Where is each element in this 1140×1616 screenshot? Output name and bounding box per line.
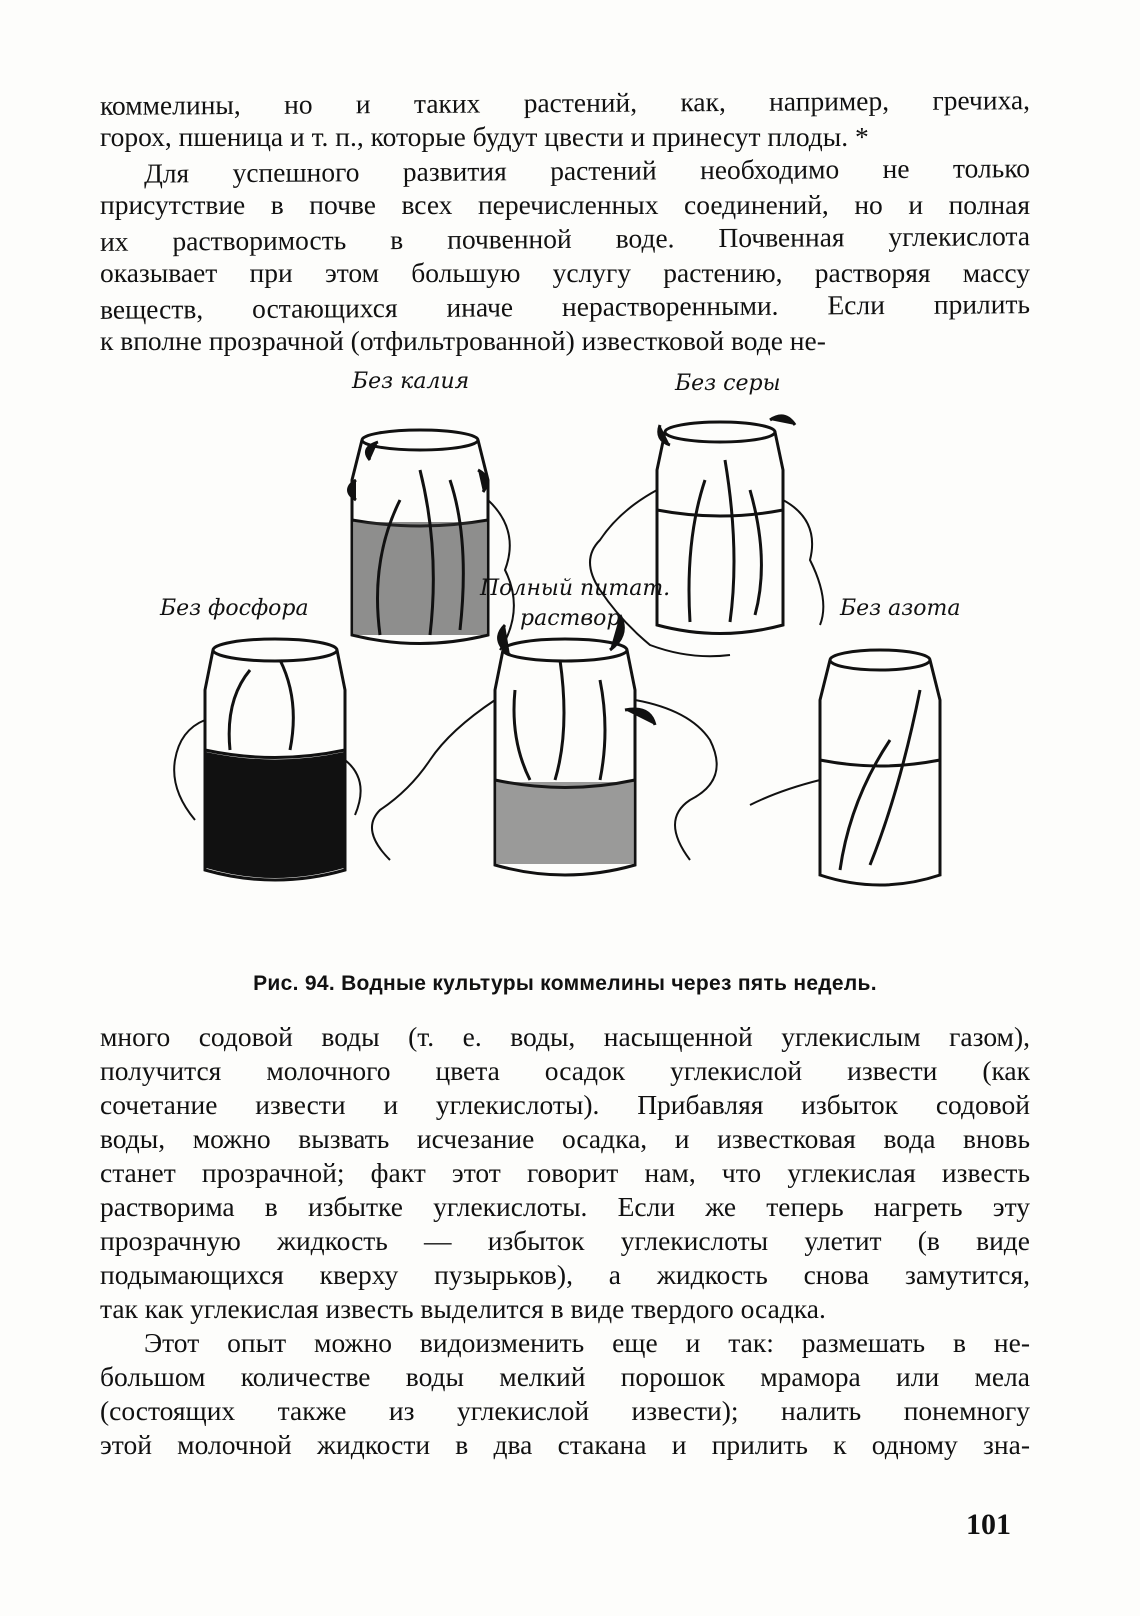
paragraph-top bbox=[100, 86, 1030, 358]
label-full-solution-line2: раствор bbox=[520, 606, 621, 631]
jar-full-solution bbox=[372, 615, 717, 875]
text-line: сочетание извести и углекислоты). Прибавляя избыток содовой bbox=[100, 1089, 1030, 1120]
text-line: их растворимость в почвенной воде. Почвенная углекислота bbox=[99, 220, 1031, 257]
jar-no-potassium bbox=[349, 430, 514, 650]
jar-no-nitrogen bbox=[750, 650, 940, 885]
figure-caption: Рис. 94. Водные культуры коммелины через пять недель. bbox=[253, 972, 877, 995]
paragraph-bottom bbox=[100, 1020, 1030, 1462]
label-no-sulfur: Без серы bbox=[675, 371, 781, 396]
text-line: подымающихся кверху пузырьков), а жидкость снова замутится, bbox=[100, 1259, 1030, 1290]
jar-no-sulfur bbox=[590, 416, 823, 656]
text-line: много содовой воды (т. е. воды, насыщенной углекислым газом), bbox=[100, 1021, 1030, 1052]
text-line: Для успешного развития растений необходимо не только bbox=[143, 152, 1031, 189]
text-line: оказывает при этом большую услугу растению, растворяя массу bbox=[100, 257, 1030, 288]
label-no-nitrogen: Без азота bbox=[840, 596, 961, 621]
text-line: воды, можно вызвать исчезание осадка, и известковая вода вновь bbox=[100, 1123, 1030, 1154]
jar-no-phosphorus bbox=[174, 639, 360, 880]
text-line: получится молочного цвета осадок углекислой извести (как bbox=[100, 1055, 1030, 1086]
text-line: станет прозрачной; факт этот говорит нам, что углекислая известь bbox=[100, 1157, 1030, 1188]
text-line: этой молочной жидкости в два стакана и прилить к одному зна- bbox=[100, 1429, 1030, 1460]
page-number: 101 bbox=[966, 1508, 1011, 1541]
label-no-potassium: Без калия bbox=[352, 369, 470, 394]
text-line: присутствие в почве всех перечисленных соединений, но и полная bbox=[100, 189, 1030, 220]
text-line: (состоящих также из углекислой извести); налить понемногу bbox=[100, 1395, 1030, 1426]
text-line: так как углекислая известь выделится в виде твердого осадка. bbox=[100, 1293, 826, 1324]
text-line: большом количестве воды мелкий порошок мрамора или мела bbox=[100, 1361, 1030, 1392]
label-no-phosphorus: Без фосфора bbox=[160, 596, 309, 621]
text-line: прозрачную жидкость — избыток углекислоты улетит (в виде bbox=[100, 1225, 1030, 1256]
text-line: коммелины, но и таких растений, как, например, гречиха, bbox=[99, 84, 1031, 121]
text-line: растворима в избытке углекислоты. Если же теперь нагреть эту bbox=[100, 1191, 1030, 1222]
figure-water-cultures bbox=[130, 360, 1010, 960]
text-line: горох, пшеница и т. п., которые будут цвести и принесут плоды. * bbox=[100, 121, 869, 152]
text-line: веществ, остающихся иначе нерастворенными. Если прилить bbox=[99, 288, 1031, 325]
text-line: Этот опыт можно видоизменить еще и так: размешать в не- bbox=[144, 1327, 1030, 1358]
text-line: к вполне прозрачной (отфильтрованной) известковой воде не- bbox=[100, 325, 826, 356]
label-full-solution-line1: Полный питат. bbox=[480, 576, 671, 601]
